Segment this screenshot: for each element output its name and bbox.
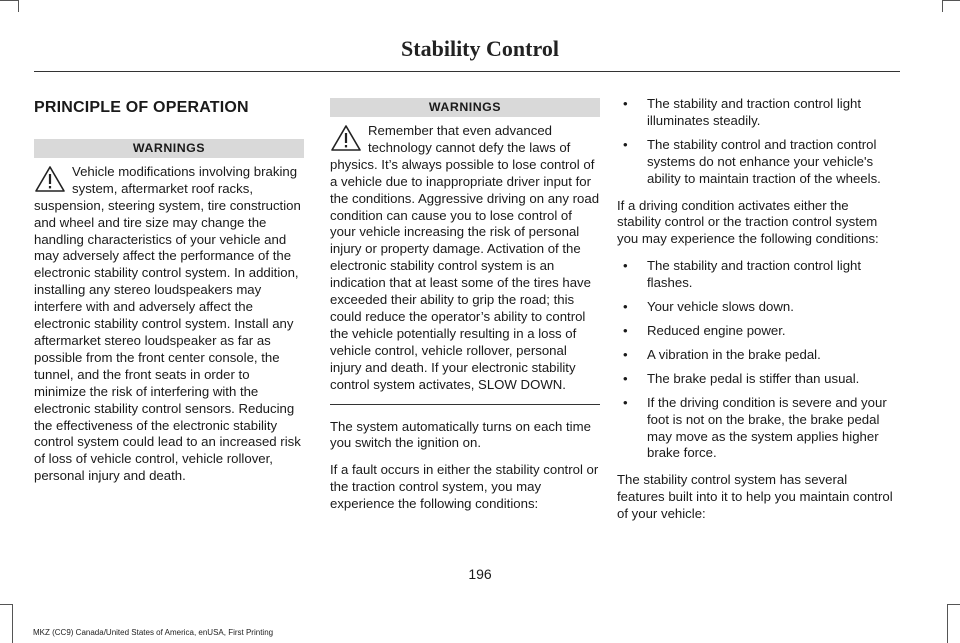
list-item: • The stability and traction control light flashes. <box>617 258 895 292</box>
crop-mark <box>947 604 960 605</box>
crop-mark <box>942 0 960 1</box>
column-middle <box>330 96 600 523</box>
warning-text: Vehicle modifications involving braking system, aftermarket roof racks, suspension, steering system, tire construction and wheel and tire size may change the handling characteristics of your vehicle and may adversely affect the performance of the electronic stability control system. In addition, installing any stereo loudspeakers may interfere with and adversely affect the electronic stability control system. Install any aftermarket stereo loudspeaker as far as possible from the front center console, the tunnel, and the front seats in order to minimize the risk of interfering with the electronic stability control sensors. Reducing the effectiveness of the electronic stability control system could lead to an increased risk of loss of vehicle control, vehicle rollover, personal injury and death. <box>34 163 301 484</box>
list-item: • Your vehicle slows down. <box>617 299 895 316</box>
section-heading: PRINCIPLE OF OPERATION <box>34 99 249 116</box>
header-rule <box>34 71 900 72</box>
list-item: • If the driving condition is severe and your foot is not on the brake, the brake pedal may move as the system applies higher brake force. <box>617 395 895 463</box>
warning-heading: WARNINGS <box>330 98 600 117</box>
page-number: 196 <box>468 566 492 582</box>
paragraph: The system automatically turns on each time you switch the ignition on. <box>330 418 591 451</box>
bullet-list <box>617 96 895 188</box>
list-item: • Reduced engine power. <box>617 323 895 340</box>
paragraph: If a fault occurs in either the stability control or the traction control system, you may experience the following conditions: <box>330 462 599 512</box>
crop-mark <box>0 604 12 605</box>
warning-triangle-icon <box>330 124 362 152</box>
page-title: Stability Control <box>401 36 559 61</box>
list-item: • A vibration in the brake pedal. <box>617 347 895 364</box>
warning-triangle-icon <box>34 165 66 193</box>
paragraph: The stability control system has several features built into it to help you maintain control of your vehicle: <box>617 472 893 522</box>
list-item: • The stability control and traction control systems do not enhance your vehicle's ability to maintain traction of the wheels. <box>617 137 895 188</box>
warning-heading: WARNINGS <box>34 139 304 158</box>
crop-mark <box>0 0 18 1</box>
column-right <box>617 96 895 533</box>
column-left <box>34 96 304 485</box>
paragraph: If a driving condition activates either the stability control or the traction control system you may experience the following conditions: <box>617 197 879 247</box>
warning-box <box>34 164 304 485</box>
warning-text: Remember that even advanced technology cannot defy the laws of physics. It’s always possible to lose control of a vehicle due to inappropriate driver input for the conditions. Aggressive driving on any road condition can cause you to lose control of your vehicle increasing the risk of personal injury or property damage. Activation of the electronic stability control system is an indication that at least some of the tires have exceeded their ability to grip the road; this could reduce the operator’s ability to control the vehicle potentially resulting in a loss of vehicle control, vehicle rollover, personal injury and death. If your electronic stability control system activates, SLOW DOWN. <box>330 123 600 392</box>
list-item: • The stability and traction control light illuminates steadily. <box>617 96 895 130</box>
list-item: • The brake pedal is stiffer than usual. <box>617 371 895 388</box>
warning-box <box>330 123 600 394</box>
crop-mark <box>12 604 13 643</box>
warning-end-rule <box>330 404 600 405</box>
crop-mark <box>18 0 19 12</box>
footer-text: MKZ (CC9) Canada/United States of America, enUSA, First Printing <box>33 628 274 637</box>
crop-mark <box>947 604 948 643</box>
crop-mark <box>942 0 943 12</box>
bullet-list <box>617 258 895 462</box>
